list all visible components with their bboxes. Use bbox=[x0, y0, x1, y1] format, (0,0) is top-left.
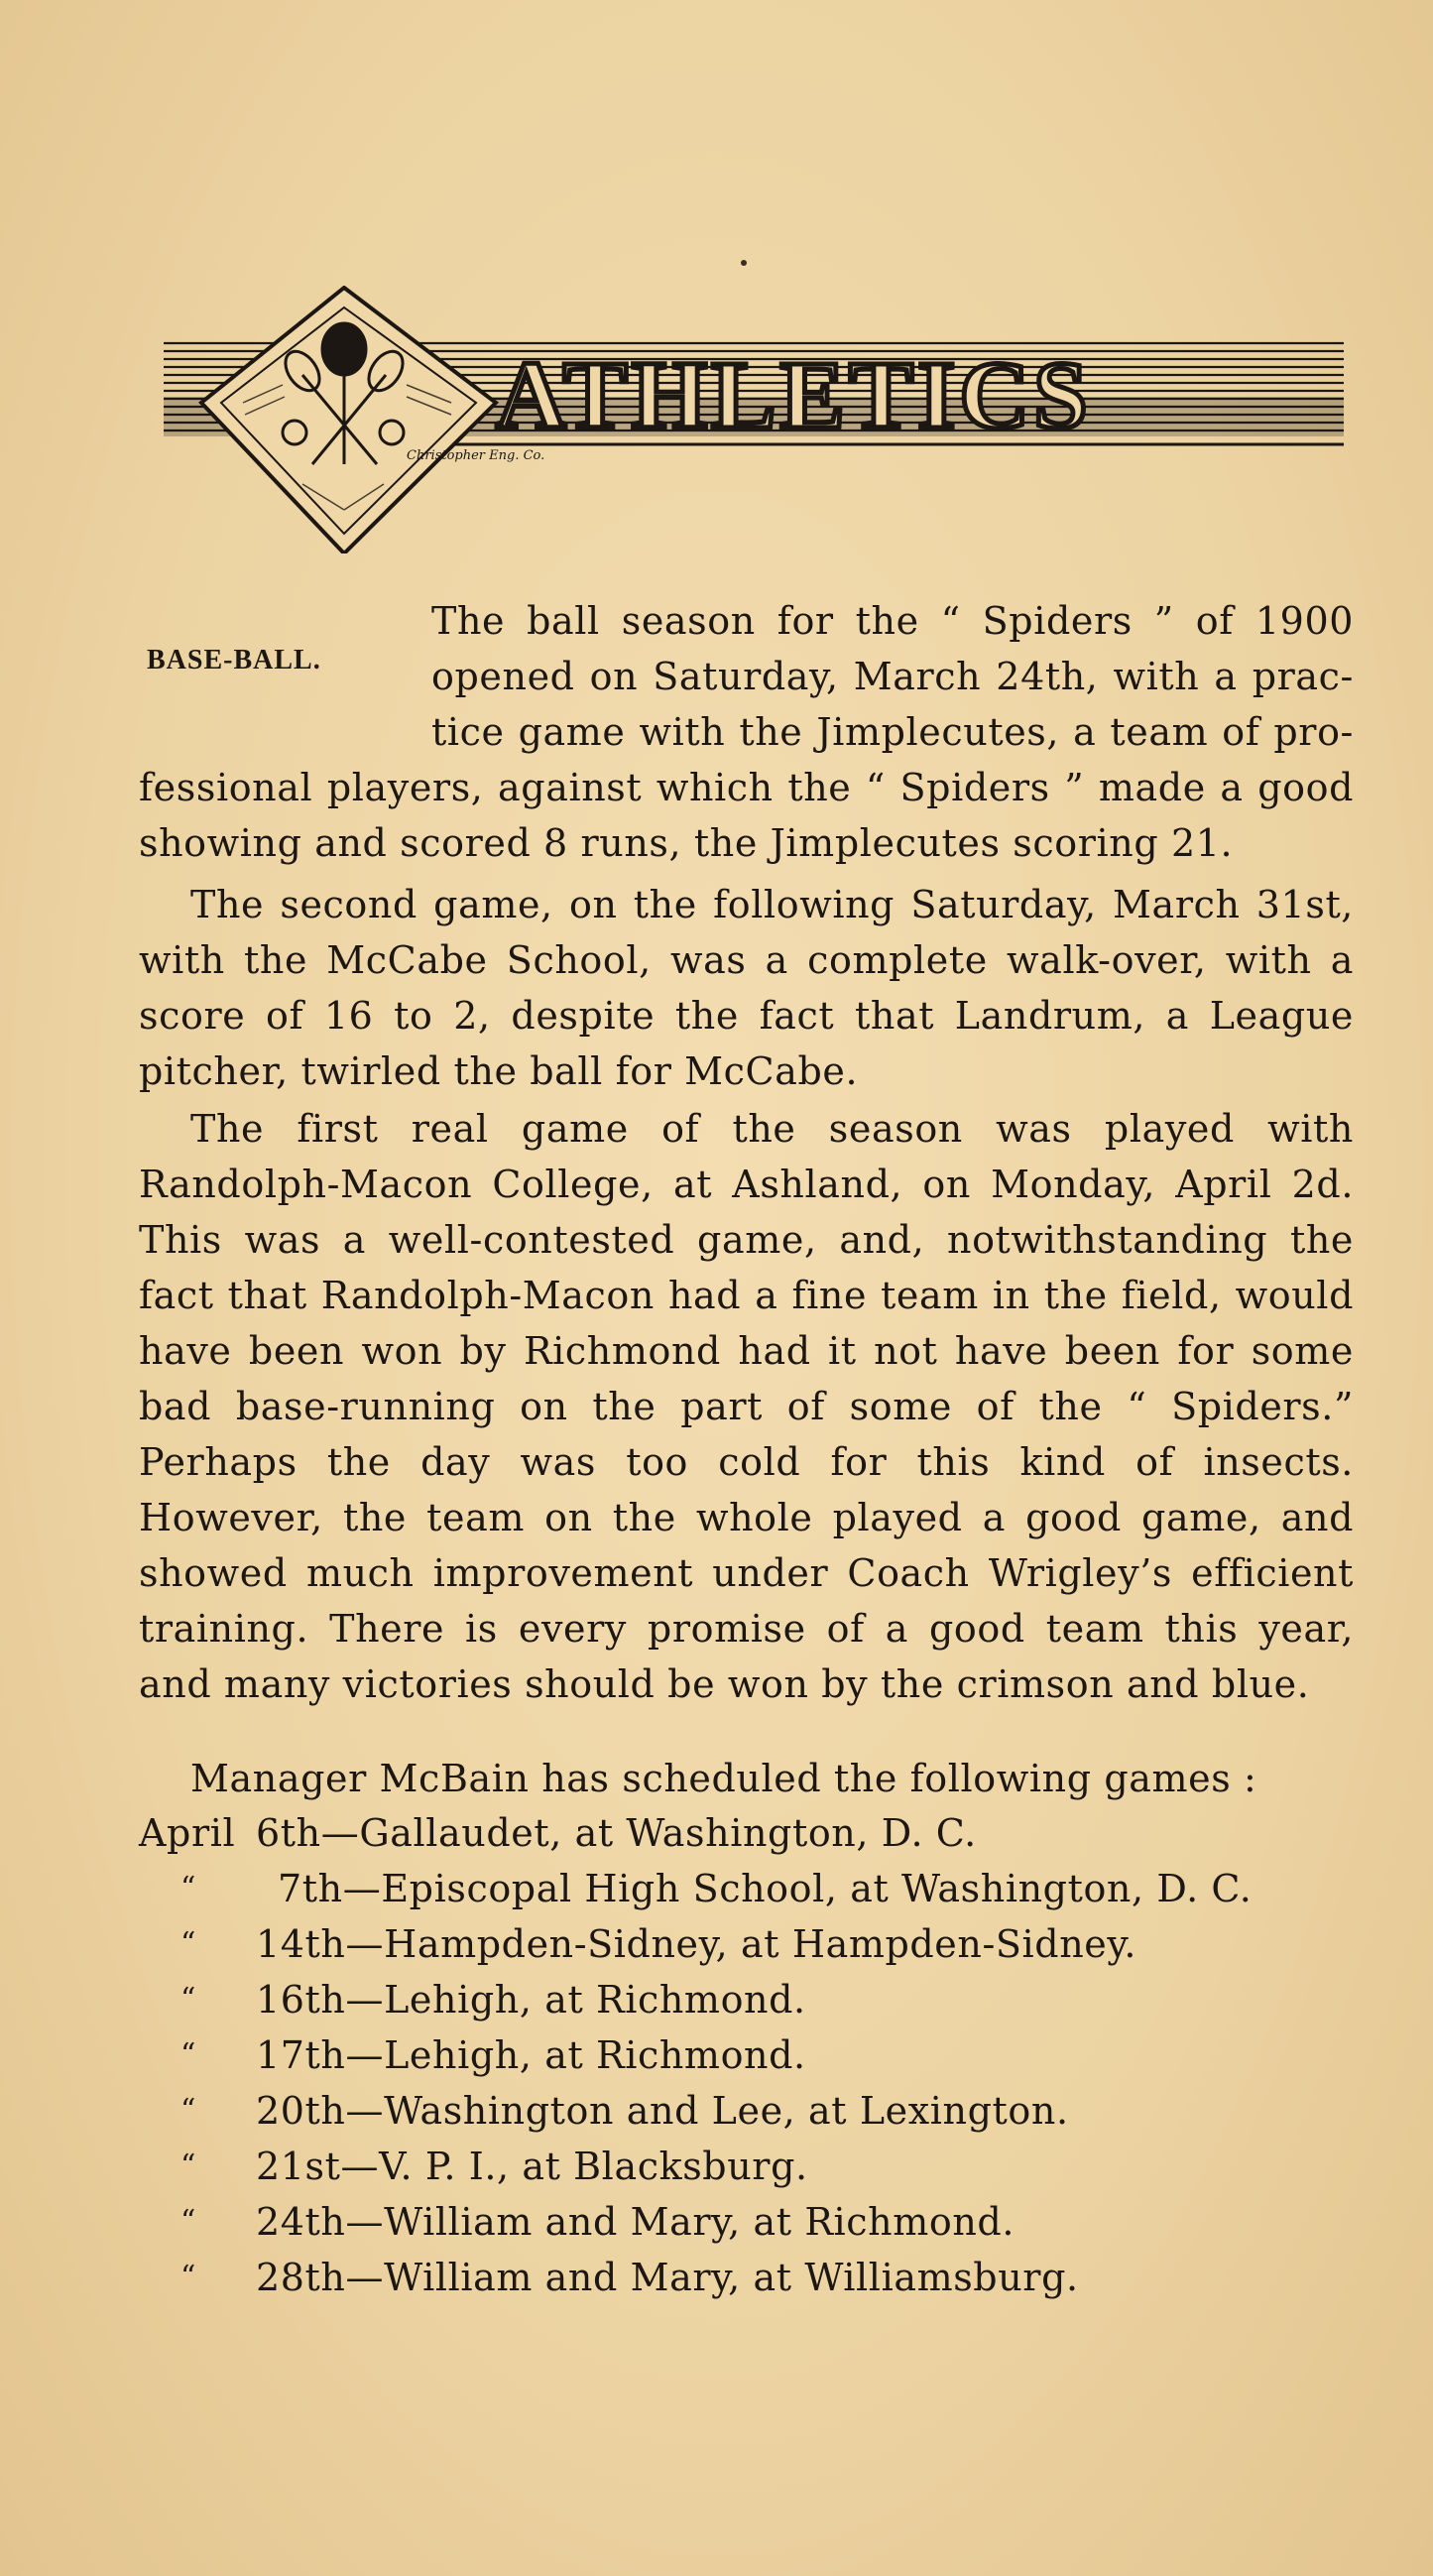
ink-speck bbox=[741, 260, 747, 266]
schedule-entry: 14th—Hampden-Sidney, at Hampden-Sidney. bbox=[256, 1922, 1137, 1966]
paragraph-text: The first real game of the season was played with Randolph-Macon College, at Ashland, on Monday, April 2d. This was a well-contested game, and, notwithstanding the fact that Randolph-Macon had a fine team in the field, would have been won by Richmond had it not have been for some bad base-running on the part of some of the “ Spiders.” Perhaps the day was too cold for this kind of insects. However, the team on the whole played a good game, and showed much improvement under Coach Wrigley’s efficient training. There is every promise of a good team this year, and many victories should be won by the crimson and blue. bbox=[139, 1107, 1354, 1706]
ditto-mark: “ bbox=[180, 2204, 196, 2239]
paragraph-first-real-game bbox=[139, 1101, 1354, 1712]
ditto-mark: “ bbox=[180, 2037, 196, 2072]
paragraph-text: The second game, on the following Saturday, March 31st, with the McCabe School, was a complete walk-over, with a score of 16 to 2, despite the fact that Landrum, a League pitcher, twirled the ball for McCabe. bbox=[139, 883, 1354, 1093]
engraver-credit: Christopher Eng. Co. bbox=[407, 448, 545, 463]
schedule-entry: 28th—William and Mary, at Williamsburg. bbox=[256, 2256, 1079, 2299]
ditto-mark: “ bbox=[180, 2093, 196, 2128]
schedule-month: April bbox=[139, 1811, 236, 1855]
paragraph-text: The ball season for the “ Spiders ” of 1900 bbox=[431, 599, 1354, 643]
baseball-sidehead: BASE-BALL. bbox=[147, 645, 321, 675]
schedule-entry: 6th—Gallaudet, at Washington, D. C. bbox=[256, 1811, 977, 1855]
schedule-entry: 21st—V. P. I., at Blacksburg. bbox=[256, 2145, 808, 2188]
p1-line-1 bbox=[431, 593, 1354, 649]
paragraph-text: tice game with the Jimplecutes, a team of pro- bbox=[431, 710, 1354, 754]
athletics-title: ATHLETICS bbox=[496, 342, 1092, 449]
paragraph-second-game bbox=[139, 877, 1354, 1099]
ditto-mark: “ bbox=[180, 2260, 196, 2294]
paragraph-text: fessional players, against which the “ Spiders ” made a good showing and scored 8 runs, the Jimplecutes scoring 21. bbox=[139, 766, 1354, 865]
ditto-mark: “ bbox=[180, 1871, 196, 1905]
ditto-mark: “ bbox=[180, 1926, 196, 1961]
athletics-ornament bbox=[154, 286, 1349, 553]
schedule-entry: 16th—Lehigh, at Richmond. bbox=[256, 1978, 806, 2022]
schedule-entry: 20th—Washington and Lee, at Lexington. bbox=[256, 2089, 1069, 2133]
paragraph-text: opened on Saturday, March 24th, with a prac- bbox=[431, 655, 1354, 698]
ditto-mark: “ bbox=[180, 1982, 196, 2017]
paragraph-schedule-intro bbox=[139, 1751, 1354, 1806]
ditto-mark: “ bbox=[180, 2148, 196, 2183]
schedule-entry: 17th—Lehigh, at Richmond. bbox=[256, 2033, 806, 2077]
paragraph-text: Manager McBain has scheduled the following games : bbox=[190, 1757, 1257, 1800]
schedule-entry: 7th—Episcopal High School, at Washington, D. C. bbox=[278, 1867, 1253, 1910]
p1-continuation bbox=[139, 760, 1354, 871]
athletics-header-banner bbox=[154, 286, 1349, 553]
p1-line-3 bbox=[431, 704, 1354, 760]
schedule-entry: 24th—William and Mary, at Richmond. bbox=[256, 2200, 1015, 2244]
p1-line-2 bbox=[431, 649, 1354, 704]
